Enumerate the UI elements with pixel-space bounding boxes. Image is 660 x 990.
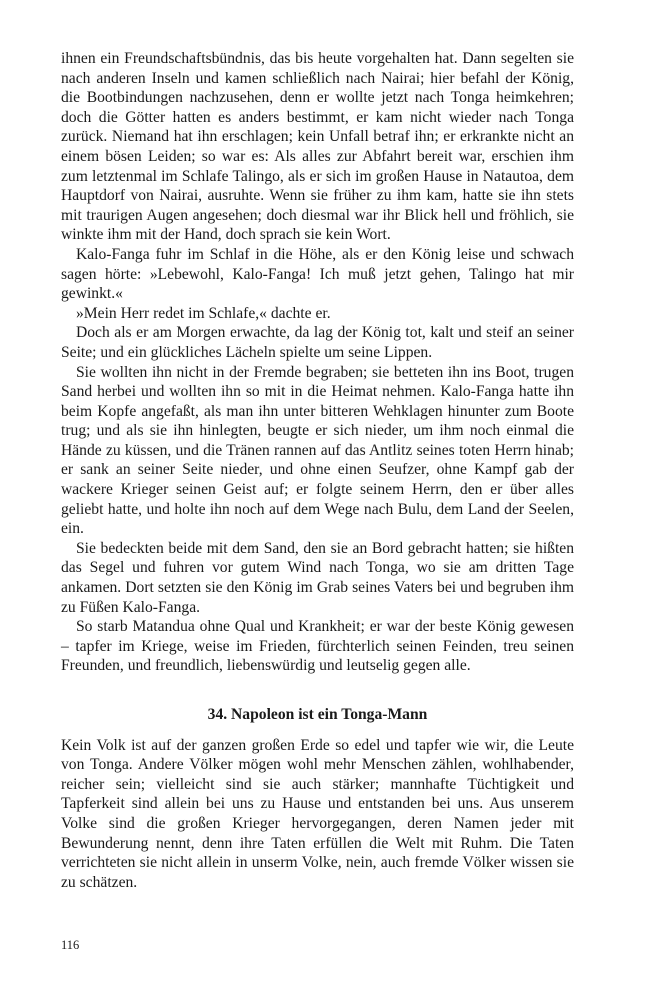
page-content [61, 49, 574, 892]
paragraph: Doch als er am Morgen erwachte, da lag der König tot, kalt und steif an seiner Seite; und ein glückliches Lächeln spielte um seine Lippen. [61, 324, 574, 361]
paragraph: Kein Volk ist auf der ganzen großen Erde so edel und tapfer wie wir, die Leute von Tonga. Andere Völker mögen wohl mehr Menschen zählen, wohlhabender, reicher sein; vielleicht sind sie auch stärker; mannhafte Tüchtigkeit und Tapferkeit sind allein bei uns zu Hause und entstanden bei uns. Aus unserem Volke sind die großen Krieger hervorgegangen, deren Namen jeder mit Bewunderung nennt, denn ihre Taten erfüllen die Welt mit Ruhm. Die Taten verrichteten sie nicht allein in unserm Volke, nein, auch fremde Völker wissen sie zu schätzen. [61, 736, 574, 891]
chapter-34-body [61, 736, 574, 893]
paragraph: Sie bedeckten beide mit dem Sand, den sie an Bord gebracht hatten; sie hißten das Segel und fuhren vor gutem Wind nach Tonga, wo sie am dritten Tage ankamen. Dort setzten sie den König im Grab seines Vaters bei und begruben ihm zu Füßen Kalo-Fanga. [61, 539, 574, 616]
paragraph: »Mein Herr redet im Schlafe,« dachte er. [76, 304, 331, 322]
page-number: 116 [61, 938, 80, 952]
paragraph: ihnen ein Freundschaftsbündnis, das bis heute vorgehalten hat. Dann segelten sie nach anderen Inseln und kamen schließlich nach Nairai; hier befahl der König, die Bootbindungen nachzusehen, denn er wollte jetzt nach Tonga heimkehren; doch die Götter hatten es anders bestimmt, er kam nicht wieder nach Tonga zurück. Niemand hat ihn erschlagen; kein Unfall betraf ihn; er erkrankte nicht an einem bösen Leiden; so war es: Als alles zur Abfahrt bereit war, erschien ihm zum letztenmal im Schlafe Talingo, als er sich im großen Hause in Natautoa, dem Hauptdorf von Nairai, ausruhte. Wenn sie früher zu ihm kam, hatte sie ihn stets mit traurigen Augen angesehen; doch diesmal war ihr Blick hell und fröhlich, sie winkte ihm mit der Hand, doch sprach sie kein Wort. [61, 50, 574, 244]
paragraph: So starb Matandua ohne Qual und Krankheit; er war der beste König gewesen – tapfer im Kriege, weise im Frieden, fürchterlich seinen Feinden, treu seinen Freunden, und freundlich, liebenswürdig und leutselig gegen alle. [61, 618, 574, 675]
chapter-heading: 34. Napoleon ist ein Tonga-Mann [207, 706, 428, 723]
paragraph: Sie wollten ihn nicht in der Fremde begraben; sie betteten ihn ins Boot, trugen Sand herbei und wollten ihn so mit in die Heimat nehmen. Kalo-Fanga hatte ihn beim Kopfe angefaßt, als man ihn unter bitteren Wehklagen hinunter zum Boote trug; und als sie ihn hinlegten, beugte er sich nieder, um ihm noch einmal die Hände zu küssen, und die Tränen rannen auf das Antlitz seines toten Herrn hinab; er sank an seiner Seite nieder, und ohne einen Seufzer, ohne Kampf gab der wackere Krieger seinen Geist auf; er folgte seinem Herrn, den er über alles geliebt hatte, und holte ihn noch auf dem Wege nach Bulu, dem Land der Seelen, ein. [61, 363, 574, 538]
chapter-33-ending [61, 49, 574, 676]
paragraph: Kalo-Fanga fuhr im Schlaf in die Höhe, als er den König leise und schwach sagen hörte: »Lebewohl, Kalo-Fanga! Ich muß jetzt gehen, Talingo hat mir gewinkt.« [61, 245, 574, 303]
